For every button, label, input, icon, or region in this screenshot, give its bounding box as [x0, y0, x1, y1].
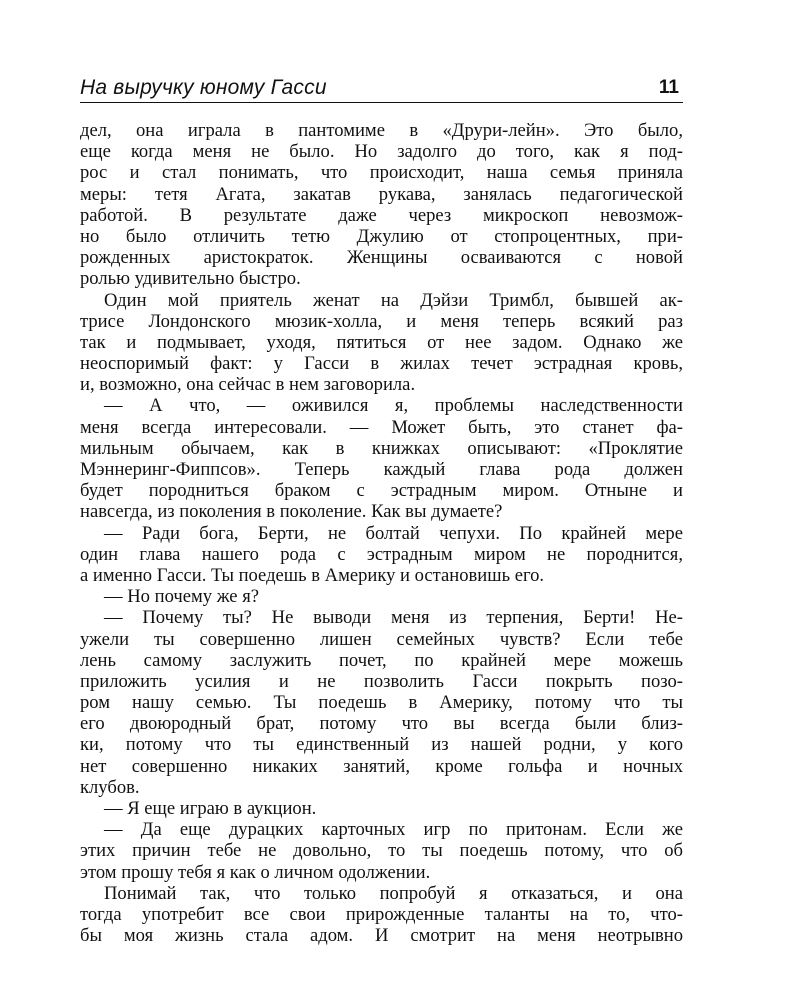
text-line: лень самому заслужить почет, по крайней мере можешь [80, 649, 683, 671]
text-line: еще когда меня не было. Но задолго до того, как я под- [80, 141, 683, 163]
text-line: бы моя жизнь стала адом. И смотрит на меня неотрывно [80, 925, 683, 947]
text-line: — Но почему же я? [104, 586, 260, 608]
text-line: Один мой приятель женат на Дэйзи Тримбл, бывшей ак- [104, 289, 683, 311]
text-line: Понимай так, что только попробуй я отказаться, и она [104, 882, 683, 904]
text-line: меня всегда интересовали. — Может быть, это станет фа- [80, 416, 683, 438]
text-line: один глава нашего рода с эстрадным миром не породнится, [80, 543, 683, 565]
text-line: этом прошу тебя я как о личном одолжении. [80, 861, 431, 883]
text-line: приложить усилия и не позволить Гасси покрыть позо- [80, 670, 683, 692]
text-line: и, возможно, она сейчас в нем заговорила. [80, 374, 416, 396]
text-line: тогда употребит все свои прирожденные таланты на то, что- [80, 903, 683, 925]
text-line: — Да еще дурацких карточных игр по притонам. Если же [104, 819, 683, 841]
text-line: мильным обычаем, как в книжках описывают: «Проклятие [80, 437, 683, 459]
book-page [80, 74, 683, 946]
text-line: ужели ты совершенно лишен семейных чувств? Если тебе [80, 628, 683, 650]
text-line: ки, потому что ты единственный из нашей родни, у кого [80, 734, 683, 756]
text-line: дел, она играла в пантомиме в «Друри-лейн». Это было, [80, 120, 683, 141]
text-line: неоспоримый факт: у Гасси в жилах течет эстрадная кровь, [80, 353, 683, 375]
text-line: нет совершенно никаких занятий, кроме гольфа и ночных [80, 755, 683, 777]
text-line: меры: тетя Агата, закатав рукава, занялась педагогической [80, 183, 683, 205]
text-line: — Я еще играю в аукцион. [104, 798, 317, 819]
text-line: — А что, — оживился я, проблемы наследственности [104, 395, 683, 417]
page-number: 11 [658, 77, 679, 98]
text-line: так и подмывает, уходя, пятиться от нее задом. Однако же [80, 331, 683, 353]
text-line: ролью удивительно быстро. [80, 268, 301, 290]
text-line: будет породниться браком с эстрадным миром. Отныне и [80, 480, 683, 502]
text-line: этих причин тебе не довольно, то ты поедешь потому, что об [80, 840, 683, 862]
text-line: Мэннеринг-Фиппсов». Теперь каждый глава рода должен [80, 459, 683, 480]
text-line: рос и стал понимать, что происходит, наша семья приняла [80, 162, 683, 184]
text-line: — Почему ты? Не выводи меня из терпения, Берти! Не- [104, 607, 683, 629]
text-line: работой. В результате даже через микроскоп невозмож- [80, 204, 683, 226]
text-line: навсегда, из поколения в поколение. Как вы думаете? [80, 501, 503, 523]
text-line: но было отличить тетю Джулию от стопроцентных, при- [80, 225, 683, 247]
text-body [80, 120, 683, 946]
text-line: — Ради бога, Берти, не болтай чепухи. По крайней мере [104, 522, 683, 544]
running-header [80, 74, 683, 103]
text-line: трисе Лондонского мюзик-холла, и меня теперь всякий раз [80, 310, 683, 332]
text-line: рожденных аристократок. Женщины осваиваются с новой [80, 247, 683, 269]
text-line: его двоюродный брат, потому что вы всегда были близ- [80, 713, 683, 735]
text-line: а именно Гасси. Ты поедешь в Америку и остановишь его. [80, 564, 545, 586]
running-title: На выручку юному Гасси [80, 76, 327, 99]
text-line: клубов. [80, 776, 140, 798]
text-line: ром нашу семью. Ты поедешь в Америку, потому что ты [80, 692, 683, 714]
